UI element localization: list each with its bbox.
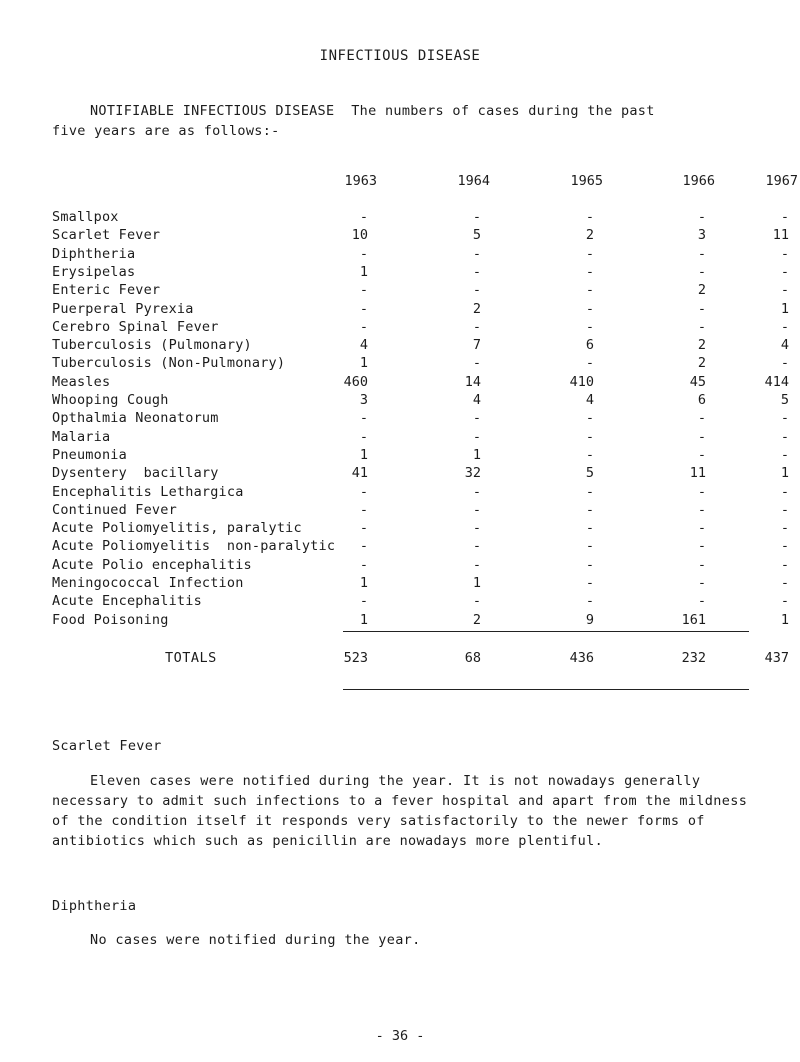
table-cell: 5 [585, 465, 594, 482]
table-cell: 2 [472, 611, 481, 628]
table-cell: 5 [780, 392, 789, 408]
totals-label: TOTALS [165, 650, 217, 666]
table-cell: - [472, 483, 481, 500]
table-cell: 11 [772, 227, 789, 244]
table-cell: - [472, 318, 481, 335]
table-row-label: Continued Fever [52, 501, 177, 518]
section-heading-scarlet-fever: Scarlet Fever [52, 738, 162, 754]
table-cell: 410 [569, 373, 594, 390]
table-cell: 2 [585, 227, 594, 244]
table-cell: - [697, 428, 706, 445]
table-cell: - [585, 209, 594, 225]
table-row-label: Acute Poliomyelitis, paralytic [52, 520, 302, 537]
table-cell: 1 [359, 611, 368, 628]
table-row-label: Diphtheria [52, 245, 136, 262]
table-cell: - [697, 410, 706, 427]
table-cell: - [585, 282, 594, 299]
table-cell: 4 [585, 392, 594, 408]
table-cell: - [472, 282, 481, 299]
table-cell: 1 [359, 263, 368, 280]
table-cell: - [780, 446, 789, 463]
table-row-label: Puerperal Pyrexia [52, 300, 194, 317]
table-cell: - [780, 501, 789, 518]
year-header: 1966 [682, 173, 715, 189]
table-row-label: Food Poisoning [52, 611, 169, 628]
table-cell: 10 [351, 227, 368, 244]
table-cell: - [359, 483, 368, 500]
table-cell: 45 [689, 373, 706, 390]
table-cell: - [472, 410, 481, 427]
table-cell: - [585, 538, 594, 555]
table-cell: - [697, 300, 706, 317]
table-row-label: Dysentery bacillary [52, 465, 219, 482]
table-cell: 3 [697, 227, 706, 244]
table-row-label: Acute Polio encephalitis [52, 556, 252, 573]
totals-rule-top [343, 631, 749, 632]
table-cell: - [780, 483, 789, 500]
totals-cell: 523 [343, 650, 368, 666]
table-cell: - [472, 428, 481, 445]
totals-cell: 232 [681, 650, 706, 666]
table-cell: 4 [359, 337, 368, 354]
table-cell: - [585, 300, 594, 317]
table-cell: - [472, 245, 481, 262]
table-cell: - [780, 575, 789, 591]
table-cell: - [585, 355, 594, 372]
table-cell: - [697, 263, 706, 280]
table-cell: - [585, 263, 594, 280]
table-cell: - [472, 355, 481, 372]
table-cell: - [585, 575, 594, 591]
page-number: - 36 - [375, 1028, 425, 1044]
table-cell: - [359, 245, 368, 262]
section-text-diphtheria: No cases were notified during the year. [90, 932, 421, 948]
table-row-label: Opthalmia Neonatorum [52, 410, 219, 427]
table-cell: - [472, 556, 481, 573]
table-cell: - [585, 318, 594, 335]
table-cell: - [472, 263, 481, 280]
table-cell: 41 [351, 465, 368, 482]
table-cell: - [359, 318, 368, 335]
table-cell: - [359, 501, 368, 518]
table-cell: 5 [472, 227, 481, 244]
table-cell: - [780, 209, 789, 225]
intro-text-line-2: five years are as follows:- [52, 123, 280, 139]
table-cell: 32 [464, 465, 481, 482]
table-cell: 1 [472, 575, 481, 591]
table-row-label: Tuberculosis (Non-Pulmonary) [52, 355, 286, 372]
table-cell: - [359, 410, 368, 427]
table-row-label: Acute Encephalitis [52, 593, 202, 610]
table-cell: - [585, 593, 594, 610]
table-cell: - [359, 209, 368, 225]
table-cell: 460 [343, 373, 368, 390]
totals-rule-bottom [343, 689, 749, 690]
table-cell: - [585, 501, 594, 518]
table-cell: - [780, 520, 789, 537]
table-cell: 2 [697, 337, 706, 354]
table-cell: - [472, 520, 481, 537]
table-row-label: Scarlet Fever [52, 227, 161, 244]
table-cell: - [780, 318, 789, 335]
table-cell: - [359, 538, 368, 555]
table-cell: - [359, 520, 368, 537]
table-cell: 4 [472, 392, 481, 408]
year-header: 1963 [344, 173, 377, 189]
year-header: 1965 [570, 173, 603, 189]
table-cell: - [697, 446, 706, 463]
totals-cell: 68 [464, 650, 481, 666]
table-cell: 11 [689, 465, 706, 482]
table-row-label: Meningococcal Infection [52, 575, 244, 591]
table-cell: 1 [359, 355, 368, 372]
intro-text-line-1: NOTIFIABLE INFECTIOUS DISEASE The numbers of cases during the past [90, 103, 655, 119]
table-cell: - [472, 209, 481, 225]
year-header: 1967 [765, 173, 798, 189]
table-cell: - [585, 556, 594, 573]
table-cell: - [780, 556, 789, 573]
table-cell: - [359, 428, 368, 445]
table-cell: 6 [697, 392, 706, 408]
table-row-label: Pneumonia [52, 446, 127, 463]
section-heading-diphtheria: Diphtheria [52, 898, 137, 914]
table-cell: - [359, 556, 368, 573]
table-cell: - [359, 300, 368, 317]
table-cell: 414 [764, 373, 789, 390]
table-cell: 1 [359, 575, 368, 591]
table-cell: - [359, 282, 368, 299]
table-cell: 2 [472, 300, 481, 317]
table-cell: - [585, 245, 594, 262]
table-cell: 2 [697, 355, 706, 372]
table-row-label: Malaria [52, 428, 111, 445]
table-cell: - [472, 501, 481, 518]
table-cell: - [780, 428, 789, 445]
table-cell: 1 [780, 611, 789, 628]
table-cell: - [585, 483, 594, 500]
table-cell: - [780, 245, 789, 262]
table-cell: 7 [472, 337, 481, 354]
table-cell: - [697, 593, 706, 610]
table-row-label: Acute Poliomyelitis non-paralytic [52, 538, 336, 555]
table-cell: - [472, 593, 481, 610]
table-cell: - [780, 282, 789, 299]
table-cell: - [585, 520, 594, 537]
table-cell: 161 [681, 611, 706, 628]
table-row-label: Erysipelas [52, 263, 136, 280]
table-cell: 2 [697, 282, 706, 299]
table-cell: - [585, 410, 594, 427]
table-cell: 9 [585, 611, 594, 628]
page-title: INFECTIOUS DISEASE [319, 48, 481, 64]
table-cell: - [780, 355, 789, 372]
table-cell: 1 [780, 465, 789, 482]
table-cell: - [472, 538, 481, 555]
table-cell: - [697, 538, 706, 555]
table-cell: - [697, 209, 706, 225]
table-cell: - [359, 593, 368, 610]
table-cell: - [697, 556, 706, 573]
table-cell: - [780, 593, 789, 610]
table-cell: - [697, 245, 706, 262]
table-cell: - [697, 520, 706, 537]
table-row-label: Enteric Fever [52, 282, 161, 299]
table-row-label: Whooping Cough [52, 392, 169, 408]
table-row-label: Measles [52, 373, 111, 390]
table-cell: - [780, 410, 789, 427]
table-row-label: Smallpox [52, 209, 119, 225]
table-cell: 1 [472, 446, 481, 463]
table-cell: - [697, 318, 706, 335]
table-cell: 4 [780, 337, 789, 354]
table-cell: - [585, 428, 594, 445]
table-cell: - [697, 501, 706, 518]
table-cell: 1 [780, 300, 789, 317]
year-header: 1964 [457, 173, 490, 189]
table-row-label: Cerebro Spinal Fever [52, 318, 219, 335]
table-cell: 3 [359, 392, 368, 408]
table-row-label: Encephalitis Lethargica [52, 483, 244, 500]
section-text-scarlet-fever: Eleven cases were notified during the year. It is not nowadays generally necessary to admit such infections to a fever hospital and apart from the mildness of the condition itself it responds very satisfactorily to the newer forms of antibiotics which such as penicillin are nowadays more plentiful. [52, 773, 748, 849]
totals-cell: 436 [569, 650, 594, 666]
table-cell: 14 [464, 373, 481, 390]
table-row-label: Tuberculosis (Pulmonary) [52, 337, 252, 354]
table-cell: - [780, 263, 789, 280]
table-cell: 1 [359, 446, 368, 463]
table-cell: - [697, 575, 706, 591]
table-cell: 6 [585, 337, 594, 354]
table-cell: - [585, 446, 594, 463]
totals-cell: 437 [764, 650, 789, 666]
table-cell: - [697, 483, 706, 500]
table-cell: - [780, 538, 789, 555]
